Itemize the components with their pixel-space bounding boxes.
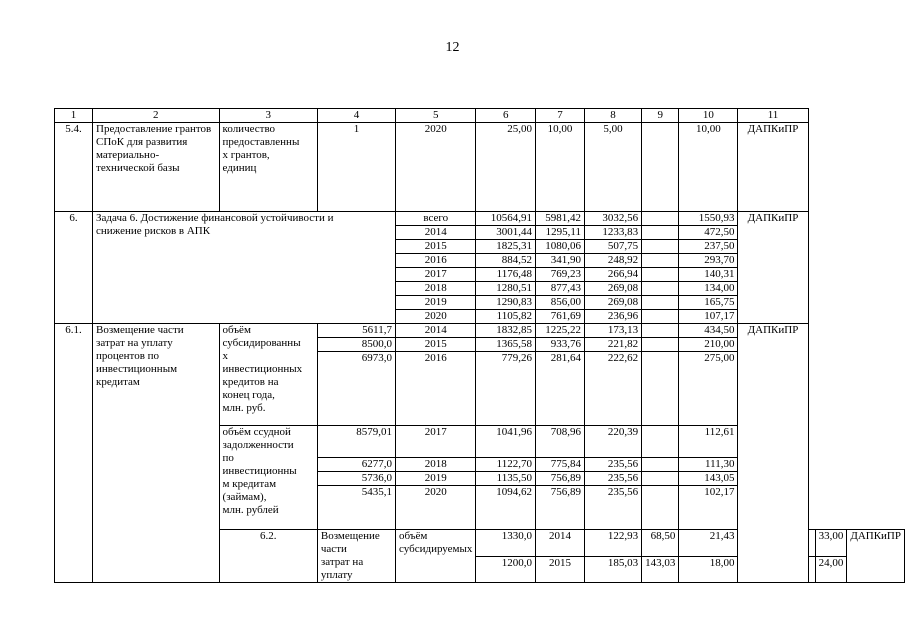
value-cell: 222,62 xyxy=(584,352,641,426)
value-cell: 220,39 xyxy=(584,426,641,458)
value-cell: 235,56 xyxy=(584,458,641,472)
indicator-value: 1200,0 xyxy=(476,556,536,583)
indicator-value: 1 xyxy=(317,123,395,212)
col-header: 1 xyxy=(55,109,93,123)
executor-cell: ДАПКиПР xyxy=(738,212,808,324)
executor-cell: ДАПКиПР xyxy=(847,530,905,583)
empty-cell xyxy=(642,123,679,212)
col-header: 5 xyxy=(396,109,476,123)
year-cell: 2014 xyxy=(535,530,584,557)
year-cell: 2017 xyxy=(396,426,476,458)
row-number: 6.1. xyxy=(55,324,93,583)
col-header: 4 xyxy=(317,109,395,123)
value-cell: 1122,70 xyxy=(476,458,536,472)
empty-cell xyxy=(642,426,679,458)
value-cell: 5,00 xyxy=(584,123,641,212)
value-cell: 1080,06 xyxy=(535,240,584,254)
empty-cell xyxy=(642,282,679,296)
value-cell: 1825,31 xyxy=(476,240,536,254)
value-cell: 143,05 xyxy=(679,472,738,486)
value-cell: 143,03 xyxy=(642,556,679,583)
value-cell: 236,96 xyxy=(584,310,641,324)
value-cell: 173,13 xyxy=(584,324,641,338)
measure-name: Предоставление грантов СПоК для развития материально- технической базы xyxy=(93,123,220,212)
executor-cell: ДАПКиПР xyxy=(738,324,808,583)
year-cell: 2017 xyxy=(396,268,476,282)
col-header: 2 xyxy=(93,109,220,123)
value-cell: 221,82 xyxy=(584,338,641,352)
year-cell: 2018 xyxy=(396,282,476,296)
empty-cell xyxy=(642,296,679,310)
indicator-value: 1330,0 xyxy=(476,530,536,557)
table-row xyxy=(55,324,905,338)
value-cell: 293,70 xyxy=(679,254,738,268)
header-row xyxy=(55,109,905,123)
row-number: 5.4. xyxy=(55,123,93,212)
value-cell: 507,75 xyxy=(584,240,641,254)
value-cell: 884,52 xyxy=(476,254,536,268)
value-cell: 140,31 xyxy=(679,268,738,282)
indicator-name: количество предоставленны х грантов, единиц xyxy=(219,123,317,212)
indicator-value: 8500,0 xyxy=(317,338,395,352)
value-cell: 10,00 xyxy=(535,123,584,212)
value-cell: 210,00 xyxy=(679,338,738,352)
col-header: 6 xyxy=(476,109,536,123)
indicator-value: 6973,0 xyxy=(317,352,395,426)
year-cell: 2016 xyxy=(396,254,476,268)
value-cell: 235,56 xyxy=(584,472,641,486)
col-header: 7 xyxy=(535,109,584,123)
value-cell: 775,84 xyxy=(535,458,584,472)
value-cell: 1041,96 xyxy=(476,426,536,458)
value-cell: 1280,51 xyxy=(476,282,536,296)
year-cell: 2019 xyxy=(396,472,476,486)
value-cell: 856,00 xyxy=(535,296,584,310)
row-number: 6.2. xyxy=(219,530,317,583)
empty-cell xyxy=(642,324,679,338)
empty-cell xyxy=(642,226,679,240)
empty-cell xyxy=(642,254,679,268)
empty-cell xyxy=(642,310,679,324)
value-cell: 10,00 xyxy=(679,123,738,212)
indicator-name: объём субсидированны х инвестиционных кредитов на конец года, млн. руб. xyxy=(219,324,317,426)
col-header: 10 xyxy=(679,109,738,123)
value-cell: 266,94 xyxy=(584,268,641,282)
value-cell: 1365,58 xyxy=(476,338,536,352)
col-header: 3 xyxy=(219,109,317,123)
value-cell: 1094,62 xyxy=(476,486,536,530)
value-cell: 1550,93 xyxy=(679,212,738,226)
year-cell: 2015 xyxy=(535,556,584,583)
value-cell: 235,56 xyxy=(584,486,641,530)
value-cell: 18,00 xyxy=(679,556,738,583)
page-number: 12 xyxy=(445,40,460,55)
year-cell: всего xyxy=(396,212,476,226)
col-header: 11 xyxy=(738,109,808,123)
value-cell: 1135,50 xyxy=(476,472,536,486)
empty-cell xyxy=(642,212,679,226)
value-cell: 769,23 xyxy=(535,268,584,282)
row-number: 6. xyxy=(55,212,93,324)
value-cell: 933,76 xyxy=(535,338,584,352)
col-header: 8 xyxy=(584,109,641,123)
value-cell: 112,61 xyxy=(679,426,738,458)
measure-name: Возмещение части затрат на уплату процентов по инвестиционным кредитам xyxy=(93,324,220,583)
value-cell: 10564,91 xyxy=(476,212,536,226)
indicator-value: 8579,01 xyxy=(317,426,395,458)
value-cell: 708,96 xyxy=(535,426,584,458)
value-cell: 269,08 xyxy=(584,296,641,310)
value-cell: 111,30 xyxy=(679,458,738,472)
executor-cell: ДАПКиПР xyxy=(738,123,808,212)
value-cell: 122,93 xyxy=(584,530,641,557)
value-cell: 3032,56 xyxy=(584,212,641,226)
value-cell: 1290,83 xyxy=(476,296,536,310)
value-cell: 24,00 xyxy=(815,556,847,583)
value-cell: 1105,82 xyxy=(476,310,536,324)
indicator-name: объём ссудной задолженности по инвестиционны м кредитам (займам), млн. рублей xyxy=(219,426,317,530)
year-cell: 2016 xyxy=(396,352,476,426)
value-cell: 33,00 xyxy=(815,530,847,557)
value-cell: 237,50 xyxy=(679,240,738,254)
col-header: 9 xyxy=(642,109,679,123)
indicator-value: 6277,0 xyxy=(317,458,395,472)
empty-cell xyxy=(642,458,679,472)
measure-name: Возмещение части затрат на уплату xyxy=(317,530,395,583)
value-cell: 1832,85 xyxy=(476,324,536,338)
value-cell: 248,92 xyxy=(584,254,641,268)
value-cell: 877,43 xyxy=(535,282,584,296)
value-cell: 134,00 xyxy=(679,282,738,296)
year-cell: 2020 xyxy=(396,123,476,212)
year-cell: 2015 xyxy=(396,240,476,254)
indicator-value: 5611,7 xyxy=(317,324,395,338)
table-row xyxy=(55,123,905,212)
year-cell: 2018 xyxy=(396,458,476,472)
year-cell: 2019 xyxy=(396,296,476,310)
value-cell: 1295,11 xyxy=(535,226,584,240)
value-cell: 341,90 xyxy=(535,254,584,268)
year-cell: 2020 xyxy=(396,486,476,530)
value-cell: 281,64 xyxy=(535,352,584,426)
empty-cell xyxy=(642,338,679,352)
value-cell: 21,43 xyxy=(679,530,738,557)
indicator-name: объём субсидируемых xyxy=(396,530,476,583)
indicator-value: 5435,1 xyxy=(317,486,395,530)
value-cell: 779,26 xyxy=(476,352,536,426)
value-cell: 25,00 xyxy=(476,123,536,212)
empty-cell xyxy=(642,240,679,254)
empty-cell xyxy=(642,472,679,486)
empty-cell xyxy=(642,352,679,426)
value-cell: 434,50 xyxy=(679,324,738,338)
value-cell: 761,69 xyxy=(535,310,584,324)
year-cell: 2014 xyxy=(396,324,476,338)
year-cell: 2015 xyxy=(396,338,476,352)
value-cell: 5981,42 xyxy=(535,212,584,226)
value-cell: 68,50 xyxy=(642,530,679,557)
indicator-value: 5736,0 xyxy=(317,472,395,486)
value-cell: 756,89 xyxy=(535,472,584,486)
program-table xyxy=(54,108,905,583)
value-cell: 3001,44 xyxy=(476,226,536,240)
value-cell: 269,08 xyxy=(584,282,641,296)
empty-cell xyxy=(808,556,815,583)
value-cell: 1233,83 xyxy=(584,226,641,240)
empty-cell xyxy=(808,530,815,557)
value-cell: 165,75 xyxy=(679,296,738,310)
task-name: Задача 6. Достижение финансовой устойчивости и снижение рисков в АПК xyxy=(93,212,396,324)
value-cell: 1176,48 xyxy=(476,268,536,282)
year-cell: 2020 xyxy=(396,310,476,324)
value-cell: 472,50 xyxy=(679,226,738,240)
value-cell: 275,00 xyxy=(679,352,738,426)
value-cell: 1225,22 xyxy=(535,324,584,338)
value-cell: 185,03 xyxy=(584,556,641,583)
empty-cell xyxy=(642,486,679,530)
value-cell: 102,17 xyxy=(679,486,738,530)
table-row xyxy=(55,212,905,226)
value-cell: 756,89 xyxy=(535,486,584,530)
empty-cell xyxy=(642,268,679,282)
year-cell: 2014 xyxy=(396,226,476,240)
value-cell: 107,17 xyxy=(679,310,738,324)
